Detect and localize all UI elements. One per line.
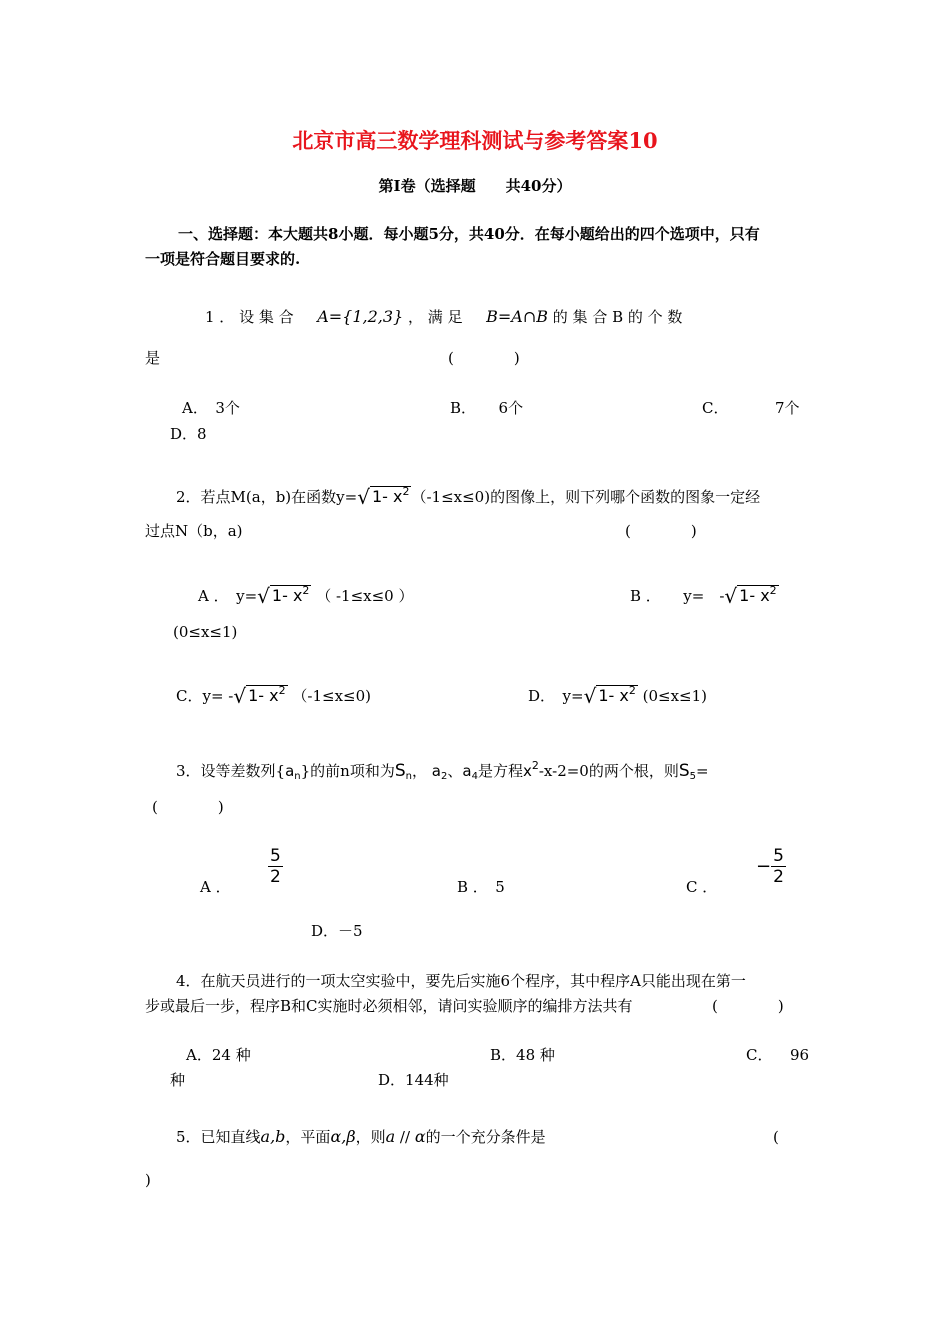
q1-option-c: C． bbox=[702, 399, 729, 417]
q4-option-c: C． bbox=[746, 1046, 773, 1064]
q5-prefix: 5．已知直线 bbox=[176, 1128, 261, 1146]
q2-option-c bbox=[176, 681, 371, 706]
q1-option-d: D．8 bbox=[170, 425, 207, 443]
q5-mid1: ，平面 bbox=[285, 1128, 331, 1146]
q5-suffix: 的一个充分条件是 bbox=[425, 1128, 546, 1146]
question-3-line1: 3．设等差数列$\{a_n\}$的前n项和为$S_n$， $a_2$、$a_4$是方程$x^2-x-2=0$的两个根，则$S_5=$ bbox=[176, 759, 709, 782]
q4-option-d: D．144种 bbox=[378, 1071, 449, 1089]
q2-option-c-exponent: 2 bbox=[278, 684, 286, 697]
q2-option-d bbox=[528, 681, 707, 706]
q2-option-d-exponent: 2 bbox=[628, 684, 636, 697]
q2-option-a-radicand: 1- x bbox=[271, 586, 303, 605]
q1-option-a: A． 3个 bbox=[182, 399, 240, 417]
q3-a2-subscript: 2 bbox=[440, 771, 448, 782]
q4-option-a: A．24 种 bbox=[186, 1046, 251, 1064]
q2-option-b-radicand: 1- x bbox=[739, 586, 770, 605]
q2-option-d-label: D． y= bbox=[528, 687, 584, 705]
q5-paren-close: ) bbox=[145, 1171, 151, 1189]
q5-paren-open: ( bbox=[773, 1128, 779, 1146]
q1-mid: ， 满 足 bbox=[408, 308, 463, 326]
q3-prefix: 3．设等差数列{ bbox=[176, 762, 286, 780]
q2-exponent: 2 bbox=[402, 485, 410, 498]
question-2-line2: 过点N（b，a) bbox=[145, 522, 243, 540]
q2-option-b-sqrt: √ 1- $x^2$ bbox=[724, 584, 777, 608]
page-title: 北京市高三数学理科测试与参考答案10 bbox=[292, 128, 658, 153]
q3-separator: 、 bbox=[447, 762, 463, 780]
q2-option-c-range: （-1≤x≤0) bbox=[292, 687, 372, 705]
q4-answer-blank: ( ) bbox=[712, 997, 784, 1015]
q3-a2-symbol: a bbox=[431, 762, 441, 780]
q2-answer-blank: ( ) bbox=[625, 522, 697, 540]
q3-a4-symbol: a bbox=[462, 762, 472, 780]
q2-option-a-sqrt: √ 1- $x^2$ bbox=[257, 584, 310, 608]
q2-option-d-range: (0≤x≤1) bbox=[642, 687, 708, 705]
q3-option-c-minus: − bbox=[756, 856, 772, 877]
q3-option-a-numerator: 5 bbox=[270, 846, 281, 866]
q2-option-a bbox=[198, 581, 414, 606]
q3-equation-rest: -x-2=0的两个根，则 bbox=[538, 762, 679, 780]
q3-equation-exponent: 2 bbox=[531, 759, 539, 772]
q4-option-c-unit: 种 bbox=[170, 1071, 186, 1089]
q3-option-c-numerator: 5 bbox=[773, 846, 784, 866]
q2-sqrt-expression: √ 1- $x^2$ bbox=[357, 485, 410, 509]
q3-option-c-label: C ． bbox=[686, 878, 718, 896]
q2-option-b-range: (0≤x≤1) bbox=[173, 623, 238, 641]
question-1-line2: 是 bbox=[145, 349, 161, 367]
question-1-line1 bbox=[205, 307, 682, 327]
q2-option-c-sqrt: √ 1- $x^2$ bbox=[233, 684, 286, 708]
q3-equation-variable: x bbox=[522, 762, 532, 780]
q3-sum-subscript: n bbox=[405, 771, 412, 782]
q3-option-a-denominator: 2 bbox=[270, 867, 281, 887]
q5-alpha-symbol: α bbox=[414, 1127, 426, 1146]
section-instructions-line2: 一项是符合题目要求的. bbox=[145, 250, 301, 268]
q1-condition-expression: B=A∩B bbox=[486, 307, 548, 326]
q1-set-expression: A={1,2,3} bbox=[317, 307, 404, 326]
q2-option-c-label: C．y= - bbox=[176, 687, 234, 705]
q3-option-c-fraction bbox=[756, 846, 786, 887]
q2-option-b-label: B ． y= - bbox=[630, 587, 725, 605]
q3-sequence-subscript: n bbox=[294, 771, 301, 782]
q2-prefix: 2．若点M(a，b)在函数y= bbox=[176, 488, 358, 506]
q3-option-d: D．－5 bbox=[311, 922, 363, 940]
q3-option-a-fraction bbox=[268, 846, 283, 887]
q5-a-variable: a bbox=[385, 1127, 396, 1146]
question-5-line1 bbox=[176, 1127, 546, 1147]
q3-mid2: 是方程 bbox=[477, 762, 523, 780]
q1-answer-blank: ( ) bbox=[448, 349, 520, 367]
q1-option-c-value: 7个 bbox=[775, 399, 800, 417]
q3-s5-subscript: 5 bbox=[689, 771, 697, 782]
q5-parallel-symbol: // bbox=[399, 1128, 411, 1146]
q4-option-b: B．48 种 bbox=[490, 1046, 555, 1064]
q2-option-a-label: A ． y= bbox=[198, 587, 258, 605]
q5-lines-symbol: a,b bbox=[260, 1127, 286, 1146]
q2-option-d-sqrt: √ 1- $x^2$ bbox=[583, 684, 636, 708]
q2-radicand: 1- x bbox=[371, 487, 403, 506]
q2-suffix: （-1≤x≤0)的图像上，则下列哪个函数的图象一定经 bbox=[411, 488, 761, 506]
q1-prefix: 1 ． 设 集 合 bbox=[205, 308, 294, 326]
q2-option-d-radicand: 1- x bbox=[598, 686, 629, 705]
question-4-line1: 4．在航天员进行的一项太空实验中，要先后实施6个程序，其中程序A只能出现在第一 bbox=[176, 972, 746, 990]
q3-equals-sign: = bbox=[696, 762, 709, 780]
q2-option-b bbox=[630, 581, 779, 606]
q3-mid1: }的前n项和为 bbox=[300, 762, 395, 780]
q5-mid2: ，则 bbox=[355, 1128, 386, 1146]
q3-option-c-denominator: 2 bbox=[773, 867, 784, 887]
q3-option-b: B ． 5 bbox=[457, 878, 505, 896]
q3-s5-symbol: S bbox=[678, 761, 690, 781]
q2-option-a-range: （ -1≤x≤0 ） bbox=[316, 587, 414, 605]
q3-sequence-symbol: a bbox=[285, 762, 295, 780]
question-2-line1 bbox=[176, 482, 760, 507]
q1-option-b: B． 6个 bbox=[450, 399, 524, 417]
q2-option-c-radicand: 1- x bbox=[248, 686, 279, 705]
q3-answer-blank: ( ) bbox=[152, 798, 224, 816]
q3-a4-subscript: 4 bbox=[471, 771, 478, 782]
section-instructions-line1: 一、选择题：本大题共8小题．每小题5分，共40分．在每小题给出的四个选项中，只有 bbox=[178, 225, 760, 243]
q5-planes-symbol: α,β bbox=[330, 1127, 356, 1146]
q3-sum-symbol: S bbox=[394, 761, 406, 781]
part-heading: 第Ⅰ卷（选择题 共40分） bbox=[378, 177, 572, 195]
q1-suffix: 的 集 合 B 的 个 数 bbox=[552, 308, 683, 326]
question-4-line2: 步或最后一步，程序B和C实施时必须相邻，请问实验顺序的编排方法共有 bbox=[145, 997, 633, 1015]
q3-option-a-label: A ． bbox=[200, 878, 231, 896]
q4-option-c-value: 96 bbox=[790, 1046, 810, 1064]
q2-option-a-exponent: 2 bbox=[302, 584, 310, 597]
q2-option-b-exponent: 2 bbox=[769, 584, 777, 597]
